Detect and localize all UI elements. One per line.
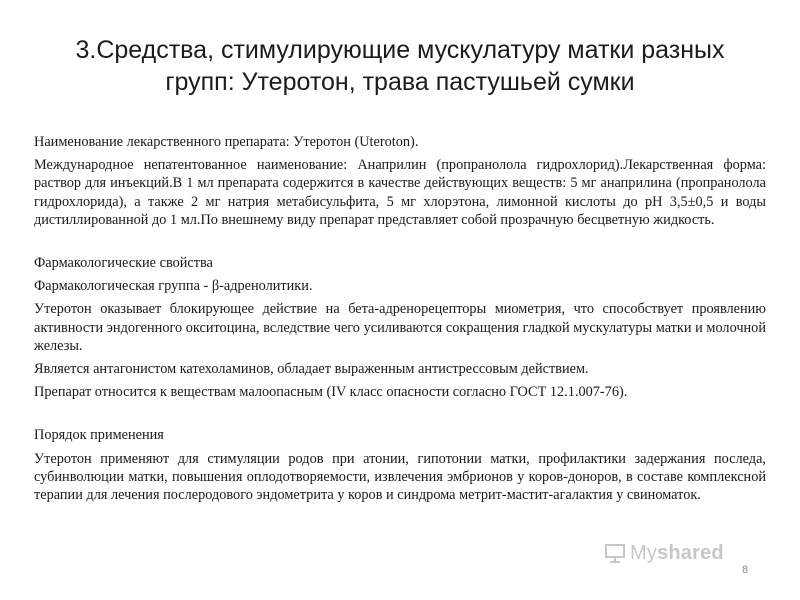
page-number: 8 — [742, 564, 749, 576]
pharmacology-heading: Фармакологические свойства — [34, 255, 213, 272]
watermark-text — [630, 542, 724, 565]
action-paragraph: Утеротон оказывает блокирующее действие на бета-адренорецепторы миометрия, что способствует проявлению активности эндогенного окситоцина, вследствие чего усиливаются сокращения гладкой мускулатуры матки и молочной железы. — [34, 301, 766, 354]
presentation-board-icon — [604, 542, 626, 564]
usage-heading: Порядок применения — [34, 427, 164, 444]
antagonist-paragraph: Является антагонистом катехоламинов, обладает выраженным антистрессовым действием. — [34, 361, 589, 378]
drug-name-paragraph: Наименование лекарственного препарата: Утеротон (Uteroton). — [34, 134, 419, 150]
myshared-watermark — [604, 540, 724, 566]
pharmacological-group-paragraph: Фармакологическая группа - β-адренолитики. — [34, 278, 313, 295]
slide-body — [34, 133, 766, 504]
composition-paragraph: Международное непатентованное наименование: Анаприлин (пропранолола гидрохлорид).Лекарственная форма: раствор для инъекций.В 1 мл препарата содержится в качестве действующих веществ: 5 мг анаприлина (пропранолола гидрохлорида), а также 2 мг натрия метабисульфита, 5 мг хлорэтона, лимонной кислоты до pH 3,5±0,5 и воды дистиллированной до 1 мл.По внешнему виду препарат представляет собой прозрачную бесцветную жидкость. — [34, 157, 766, 228]
usage-paragraph: Утеротон применяют для стимуляции родов при атонии, гипотонии матки, профилактики задержания последа, субинволюции матки, повышения оплодотворяемости, извлечения эмбрионов у коров-доноров, в составе комплексной терапии для лечения послеродового эндометрита у коров и синдрома метрит-мастит-агалактия у свиноматок. — [34, 450, 766, 504]
watermark-text-prefix: My — [630, 541, 658, 564]
hazard-class-paragraph: Препарат относится к веществам малоопасным (IV класс опасности согласно ГОСТ 12.1.007-76). — [34, 384, 628, 401]
watermark-text-suffix: shared — [657, 541, 724, 564]
slide-title: 3.Средства, стимулирующие мускулатуру матки разных групп: Утеротон, трава пастушьей сумки — [75, 36, 725, 96]
